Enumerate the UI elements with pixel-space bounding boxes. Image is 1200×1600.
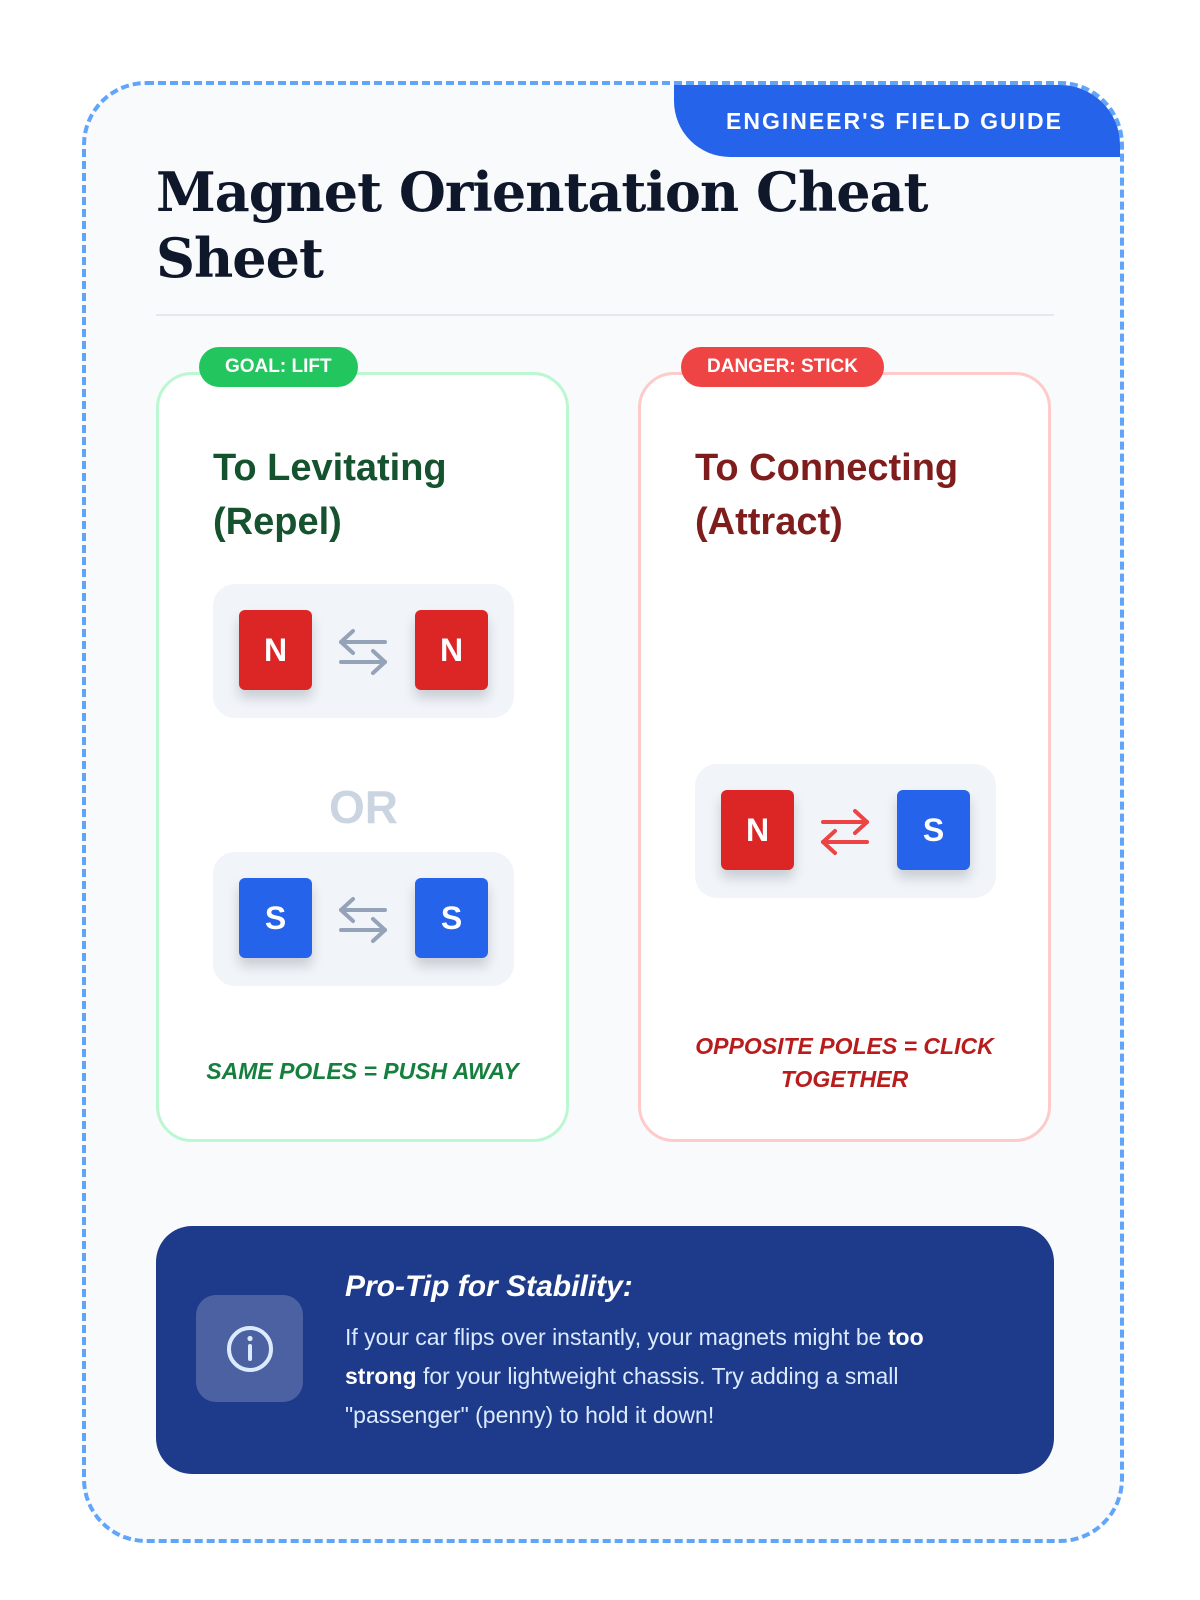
magnet-pair-north-south (695, 764, 996, 898)
title-divider (156, 314, 1054, 316)
magnet-pair-south-south (213, 852, 514, 986)
stick-card-title: To Connecting (Attract) (695, 447, 959, 543)
field-guide-tag: ENGINEER'S FIELD GUIDE (674, 85, 1120, 157)
repel-arrows-icon (331, 626, 395, 678)
goal-lift-badge: GOAL: LIFT (199, 347, 358, 387)
info-icon (196, 1295, 303, 1402)
repel-arrows-icon (331, 894, 395, 946)
tip-heading: Pro-Tip for Stability: (345, 1270, 633, 1303)
tip-body: If your car flips over instantly, your magnets might be too strong for your lightweight chassis. Try adding a small "passenger" (penny) to hold it down! (345, 1324, 924, 1428)
or-separator: OR (329, 781, 398, 833)
south-magnet: S (239, 878, 312, 958)
south-magnet: S (897, 790, 970, 870)
lift-card (156, 356, 569, 1142)
south-magnet: S (415, 878, 488, 958)
magnet-pair-north-north (213, 584, 514, 718)
pro-tip-panel (156, 1226, 1054, 1474)
north-magnet: N (239, 610, 312, 690)
lift-caption: SAME POLES = PUSH AWAY (206, 1058, 519, 1084)
tip-emphasis: too strong (345, 1324, 924, 1389)
danger-stick-badge: DANGER: STICK (681, 347, 884, 387)
north-magnet: N (721, 790, 794, 870)
north-magnet: N (415, 610, 488, 690)
stick-card (638, 356, 1051, 1142)
lift-card-title: To Levitating (Repel) (213, 447, 447, 543)
cheat-sheet (82, 81, 1124, 1543)
stick-caption: OPPOSITE POLES = CLICK TOGETHER (695, 1033, 994, 1092)
attract-arrows-icon (813, 806, 877, 858)
page-title: Magnet Orientation Cheat Sheet (156, 160, 928, 290)
